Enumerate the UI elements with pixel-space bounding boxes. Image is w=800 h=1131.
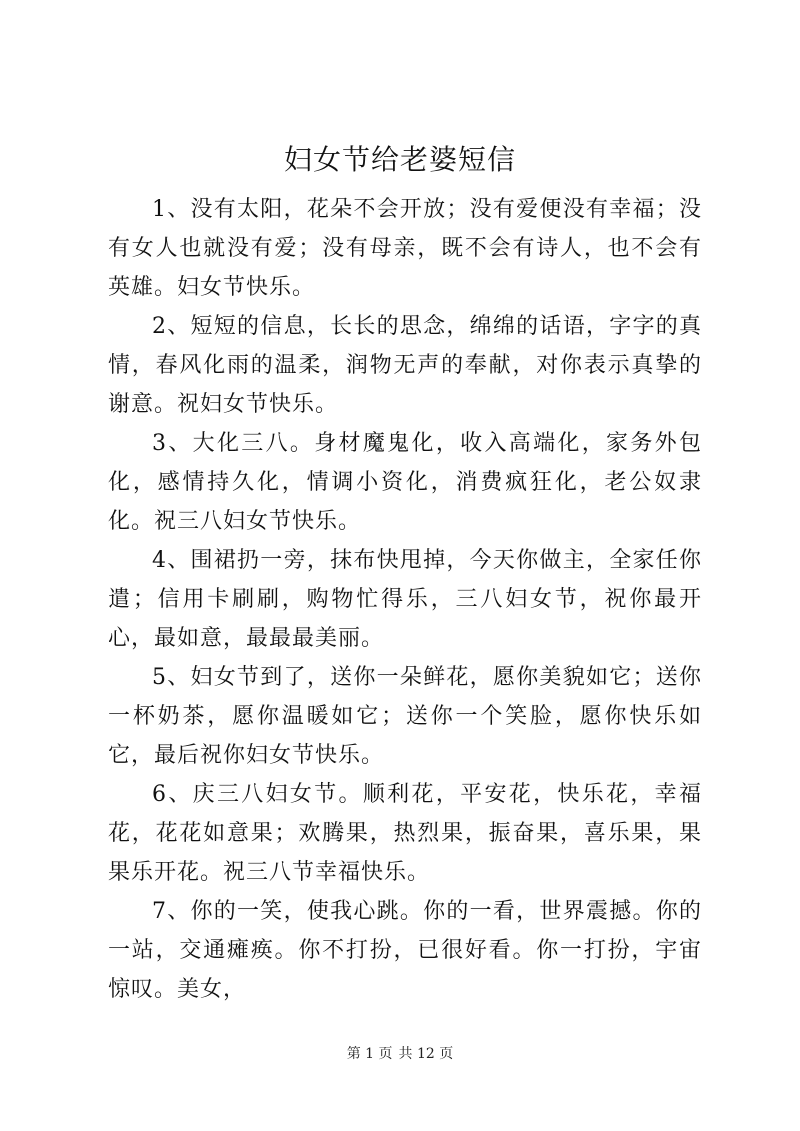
paragraph-5: 5、妇女节到了，送你一朵鲜花，愿你美貌如它；送你一杯奶茶，愿你温暖如它；送你一个笑脸，愿你快乐如它，最后祝你妇女节快乐。 [108,665,702,768]
paragraph-6: 6、庆三八妇女节。顺利花，平安花，快乐花，幸福花，花花如意果；欢腾果，热烈果，振奋果，喜乐果，果果乐开花。祝三八节幸福快乐。 [108,782,702,885]
paragraph-7: 7、你的一笑，使我心跳。你的一看，世界震撼。你的一站，交通瘫痪。你不打扮，已很好看。你一打扮，宇宙惊叹。美女， [108,899,702,1002]
page-title: 妇女节给老婆短信 [283,143,516,176]
paragraph-4: 4、围裙扔一旁，抹布快甩掉，今天你做主，全家任你遣；信用卡刷刷，购物忙得乐，三八妇女节，祝你最开心，最如意，最最最美丽。 [108,548,702,651]
page-footer [0,1044,800,1064]
paragraph-3: 3、大化三八。身材魔鬼化，收入高端化，家务外包化，感情持久化，情调小资化，消费疯狂化，老公奴隶化。祝三八妇女节快乐。 [108,431,702,534]
page-number: 第 1 页 [346,1046,393,1062]
paragraph-1: 1、没有太阳，花朵不会开放；没有爱便没有幸福；没有女人也就没有爱；没有母亲，既不会有诗人，也不会有英雄。妇女节快乐。 [108,197,702,300]
document-body [108,190,702,1009]
paragraph-2: 2、短短的信息，长长的思念，绵绵的话语，字字的真情，春风化雨的温柔，润物无声的奉献，对你表示真挚的谢意。祝妇女节快乐。 [108,314,702,417]
total-pages: 共 12 页 [398,1046,454,1062]
